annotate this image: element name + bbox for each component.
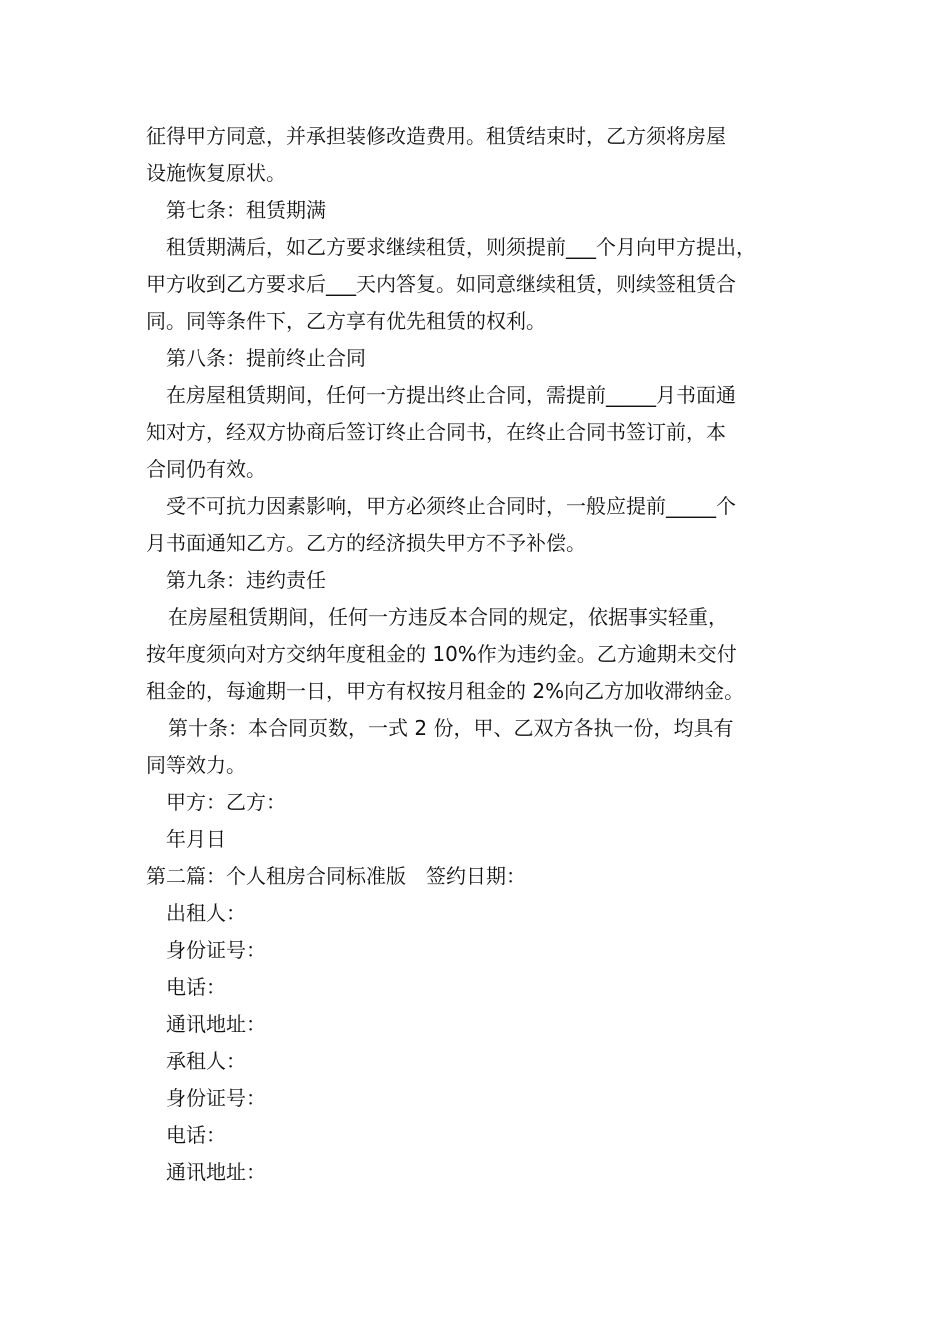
paragraph-line: 同。同等条件下，乙方享有优先租赁的权利。: [146, 309, 546, 333]
form-field-label: 承租人：: [166, 1049, 246, 1073]
form-field-label: 通讯地址：: [166, 1012, 266, 1036]
paragraph-line: 设施恢复原状。: [146, 161, 286, 185]
section-title: 第二篇：个人租房合同标准版 签约日期：: [146, 864, 526, 888]
paragraph-line: 知对方，经双方协商后签订终止合同书，在终止合同书签订前，本: [146, 420, 726, 444]
paragraph-line: 征得甲方同意，并承担装修改造费用。租赁结束时，乙方须将房屋: [146, 124, 726, 148]
form-field-label: 电话：: [166, 975, 226, 999]
form-field-label: 身份证号：: [166, 1086, 266, 1110]
article-heading: 第十条：本合同页数，一式 2 份，甲、乙双方各执一份，均具有: [168, 716, 734, 740]
date-line: 年月日: [166, 827, 226, 851]
article-heading: 第八条：提前终止合同: [166, 346, 366, 370]
form-field-label: 通讯地址：: [166, 1160, 266, 1184]
paragraph-line: 租金的，每逾期一日，甲方有权按月租金的 2%向乙方加收滞纳金。: [146, 679, 745, 703]
paragraph-line: 在房屋租赁期间，任何一方提出终止合同，需提前_____月书面通: [166, 383, 736, 407]
paragraph-line: 月书面通知乙方。乙方的经济损失甲方不予补偿。: [146, 531, 586, 555]
article-heading: 第七条：租赁期满: [166, 198, 326, 222]
form-field-label: 电话：: [166, 1123, 226, 1147]
paragraph-line: 甲方收到乙方要求后___天内答复。如同意继续租赁，则续签租赁合: [146, 272, 736, 296]
form-field-label: 出租人：: [166, 901, 246, 925]
form-field-label: 身份证号：: [166, 938, 266, 962]
paragraph-line: 按年度须向对方交纳年度租金的 10%作为违约金。乙方逾期未交付: [146, 642, 737, 666]
article-heading: 第九条：违约责任: [166, 568, 326, 592]
paragraph-line: 受不可抗力因素影响，甲方必须终止合同时，一般应提前_____个: [166, 494, 736, 518]
paragraph-line: 同等效力。: [146, 753, 246, 777]
paragraph-line: 合同仍有效。: [146, 457, 266, 481]
document-body: [146, 118, 814, 1191]
paragraph-line: 在房屋租赁期间，任何一方违反本合同的规定，依据事实轻重，: [168, 605, 728, 629]
paragraph-line: 租赁期满后，如乙方要求继续租赁，则须提前___个月向甲方提出，: [166, 235, 756, 259]
signature-line: 甲方：乙方：: [166, 790, 286, 814]
